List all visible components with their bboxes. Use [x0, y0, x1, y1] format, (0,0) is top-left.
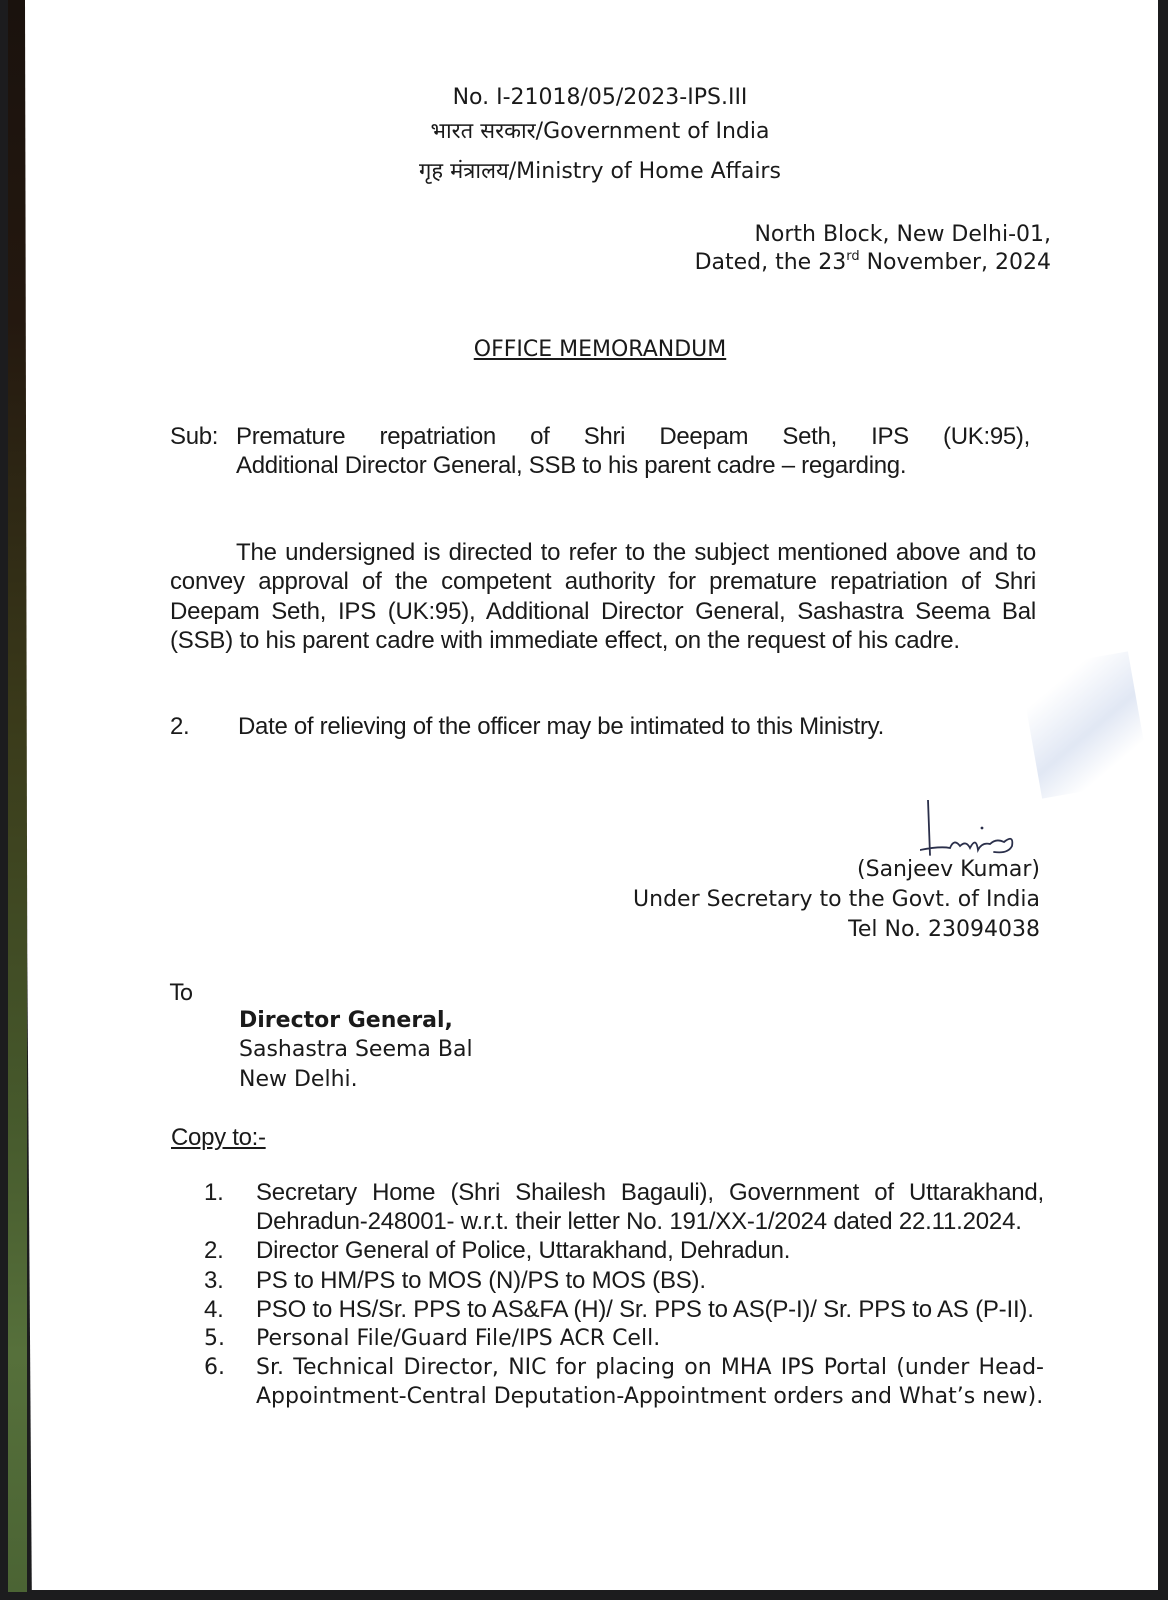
copy-to-item-number: 3.	[204, 1266, 224, 1294]
date-ordinal: rd	[846, 249, 860, 264]
copy-to-item-number: 2.	[204, 1237, 224, 1265]
photo-background-edge	[8, 0, 27, 1592]
copy-to-item-number: 1.	[204, 1179, 224, 1206]
copy-to-item-text: PSO to HS/Sr. PPS to AS&FA (H)/ Sr. PPS to AS(P-I)/ Sr. PPS to AS (P-II).	[256, 1295, 1034, 1323]
copy-to-item-number: 5.	[204, 1326, 225, 1352]
signatory-phone: Tel No. 23094038	[848, 917, 1040, 942]
signature-stroke	[920, 800, 1012, 855]
body-paragraph-2: Date of relieving of the officer may be intimated to this Ministry.	[238, 713, 884, 740]
copy-to-item-number: 4.	[204, 1295, 224, 1323]
copy-to-item	[204, 1324, 1044, 1353]
copy-to-item-text: PS to HM/PS to MOS (N)/PS to MOS (BS).	[256, 1266, 706, 1294]
date-rest: November, 2024	[859, 250, 1051, 275]
copy-to-item	[204, 1353, 1044, 1411]
paragraph-2-number: 2.	[170, 713, 190, 740]
body-paragraph-1	[170, 538, 1036, 655]
copy-to-item	[204, 1178, 1044, 1236]
copy-to-item-text: Secretary Home (Shri Shailesh Bagauli), Government of Uttarakhand, Dehradun-248001- w.r.t. their letter No. 191/XX-1/2024 dated 22.11.2024.	[256, 1179, 1044, 1236]
body-paragraph-1-text: The undersigned is directed to refer to the subject mentioned above and to convey approval of the competent authority for premature repatriation of Shri Deepam Seth, IPS (UK:95), Additional Director General, Sashastra Seema Bal (SSB) to his parent cadre with immediate effect, on the request of his cadre.	[170, 539, 1036, 654]
file-number: No. I-21018/05/2023-IPS.III	[452, 85, 748, 110]
subject-line-2: Additional Director General, SSB to his parent cadre – regarding.	[236, 452, 907, 479]
recipient-title: Director General,	[239, 1008, 453, 1033]
signatory-designation: Under Secretary to the Govt. of India	[633, 887, 1040, 912]
office-address: North Block, New Delhi-01,	[754, 222, 1051, 247]
copy-to-item-text: Sr. Technical Director, NIC for placing on MHA IPS Portal (under Head-Appointment-Central Deputation-Appointment orders and What’s new).	[256, 1355, 1044, 1410]
copy-to-item	[204, 1295, 1044, 1324]
subject-label: Sub:	[170, 423, 219, 450]
copy-to-list	[204, 1178, 1044, 1412]
copy-to-item	[204, 1266, 1044, 1295]
recipient-organization: Sashastra Seema Bal	[239, 1037, 473, 1062]
government-heading: भारत सरकार/Government of India	[430, 119, 770, 144]
copy-to-item-text: Personal File/Guard File/IPS ACR Cell.	[256, 1326, 661, 1352]
memorandum-title: OFFICE MEMORANDUM	[473, 337, 727, 362]
signature-dot	[981, 827, 984, 830]
copy-to-item-number: 6.	[204, 1355, 225, 1381]
ministry-heading: गृह मंत्रालय/Ministry of Home Affairs	[419, 159, 781, 184]
paper-smudge	[1020, 651, 1151, 798]
subject-line-1: Premature repatriation of Shri Deepam Seth, IPS (UK:95),	[236, 423, 1030, 450]
date-prefix: Dated, the 23	[694, 250, 847, 275]
screen-bottom-edge	[0, 1592, 1168, 1600]
copy-to-item	[204, 1236, 1044, 1265]
copy-to-item-text: Director General of Police, Uttarakhand, Dehradun.	[256, 1237, 791, 1265]
recipient-city: New Delhi.	[239, 1067, 358, 1092]
document-date	[600, 249, 1051, 277]
signatory-name: (Sanjeev Kumar)	[857, 857, 1040, 882]
recipient-label: To	[170, 981, 194, 1006]
copy-to-label: Copy to:-	[171, 1124, 266, 1151]
